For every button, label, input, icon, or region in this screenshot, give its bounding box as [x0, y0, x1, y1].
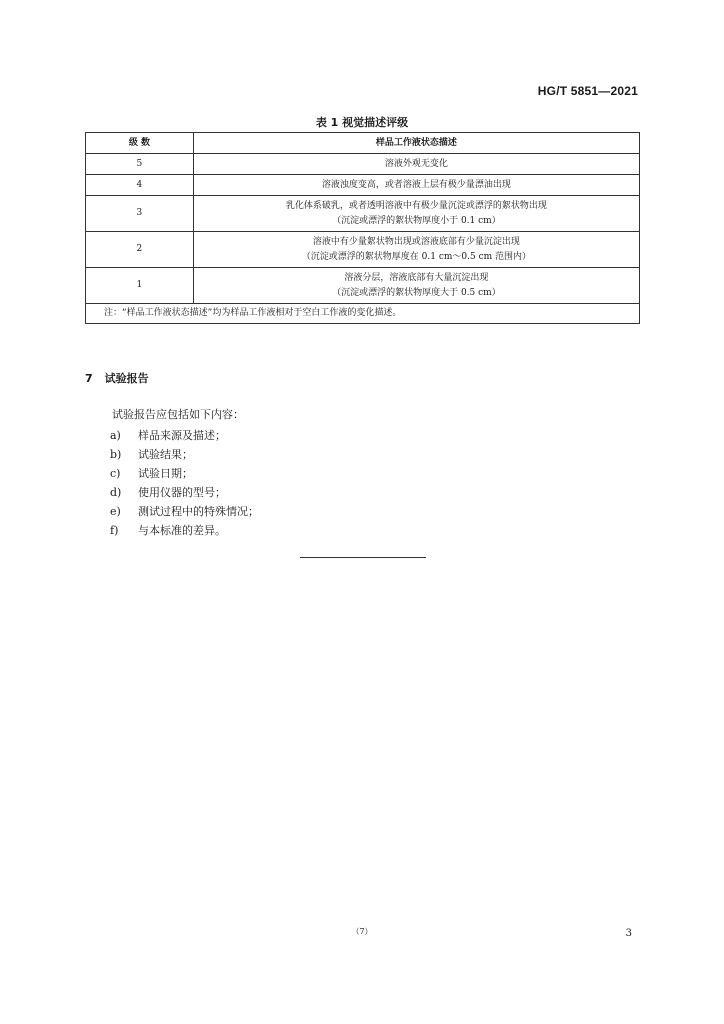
list-item-text: 使用仪器的型号； [138, 486, 226, 499]
description-cell [193, 232, 639, 268]
description-line: （沉淀或漂浮的絮状物厚度小于 0.1 cm） [332, 215, 501, 226]
description-line: 溶液浊度变高，或者溶液上层有极少量漂油出现 [321, 179, 511, 190]
list-item [110, 521, 259, 540]
grade-cell: 1 [86, 268, 194, 304]
grading-table-container [85, 132, 640, 324]
table-row [86, 232, 640, 268]
grading-table [85, 132, 640, 324]
table-row [86, 268, 640, 304]
grade-cell: 4 [86, 175, 194, 196]
table-row [86, 154, 640, 175]
column-header-description: 样品工作液状态描述 [193, 133, 639, 154]
list-item-label: e) [110, 505, 121, 518]
table-caption: 表 1 视觉描述评级 [315, 116, 409, 129]
description-line: 溶液外观无变化 [384, 158, 448, 169]
table-note: 注：“样品工作液状态描述”均为样品工作液相对于空白工作液的变化描述。 [86, 304, 640, 324]
section-heading [85, 370, 149, 386]
list-item-label: a) [110, 429, 121, 442]
list-item [110, 445, 259, 464]
list-item-label: f) [110, 524, 119, 537]
report-items-list [110, 426, 259, 540]
list-item [110, 426, 259, 445]
description-cell [193, 196, 639, 232]
grade-cell: 5 [86, 154, 194, 175]
description-cell [193, 175, 639, 196]
description-line: 溶液分层，溶液底部有大量沉淀出现 [344, 272, 489, 283]
list-item [110, 464, 259, 483]
table-note-row [86, 304, 640, 324]
column-header-grade: 级 数 [86, 133, 194, 154]
list-item-text: 测试过程中的特殊情况； [138, 505, 259, 518]
section-title: 试验报告 [104, 372, 149, 385]
list-item-label: b) [110, 448, 122, 461]
list-item [110, 483, 259, 502]
list-item-label: c) [110, 467, 121, 480]
footer-center-mark: （7） [351, 927, 373, 936]
description-cell [193, 154, 639, 175]
end-of-document-rule [300, 557, 426, 558]
standard-code: HG/T 5851—2021 [537, 84, 638, 98]
list-item-text: 试验结果； [138, 448, 193, 461]
section-intro: 试验报告应包括如下内容： [112, 408, 244, 421]
page-number: 3 [625, 928, 632, 939]
table-row [86, 175, 640, 196]
section-number: 7 [85, 372, 93, 385]
list-item [110, 502, 259, 521]
table-header-row [86, 133, 640, 154]
list-item-label: d) [110, 486, 122, 499]
list-item-text: 试验日期； [138, 467, 193, 480]
list-item-text: 与本标准的差异。 [138, 524, 226, 537]
grade-cell: 3 [86, 196, 194, 232]
description-line: （沉淀或漂浮的絮状物厚度在 0.1 cm～0.5 cm 范围内） [301, 251, 532, 262]
description-line: （沉淀或漂浮的絮状物厚度大于 0.5 cm） [332, 287, 501, 298]
description-line: 乳化体系破乳，或者透明溶液中有极少量沉淀或漂浮的絮状物出现 [285, 200, 547, 211]
table-row [86, 196, 640, 232]
description-cell [193, 268, 639, 304]
grade-cell: 2 [86, 232, 194, 268]
list-item-text: 样品来源及描述； [138, 429, 226, 442]
description-line: 溶液中有少量絮状物出现或溶液底部有少量沉淀出现 [312, 236, 520, 247]
